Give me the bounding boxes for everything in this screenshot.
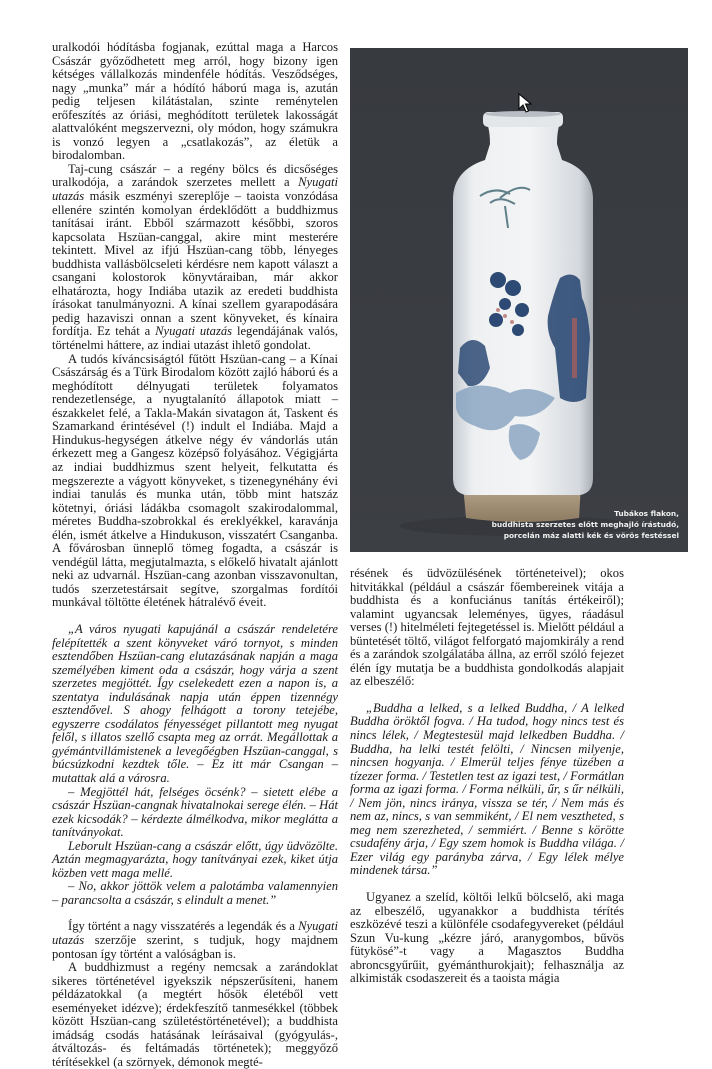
italic-text: „A város nyugati kapujánál a császár rendeletére felépítették a szent könyveket váró tornyot, s minden esztendőben Hszüan-cang elutazásának napján a maga személyében kiment oda a császár, hogy várja a szent szerzetes megjöttét. Így cselekedett ezen a napon is, a szentatya indulásának napja után éppen tizennégy esztendővel. S ahogy felhágott a torony tetejébe, egyszerre csodálatos fényességet pillantott meg nyugat felől, s illatos szellő csapta meg az orrát. Megállottak a gyémántvillámistenek a levegőégben Hszüan-canggal, s búcsúzkodni kezdtek tőle. – Ez itt már Csangan – mutattak alá a városra. [52,622,338,785]
body-paragraph [52,41,338,163]
italic-text: „Buddha a lelked, s a lelked Buddha, / A lelked Buddha öröktől fogva. / Ha tudod, hogy nincs test és nincs lélek, / Megtestesül majd lelkedben Buddha. / Buddha, ha lelki testét felölti, / Nincsen milyenje, nincsen hogyanja. / Elmerül teljes fénye tüzében a tízezer forma. / Testetlen test az igazi test, / Formátlan forma az igazi forma. / Forma nélküli, űr, s űr nélküli, / Nem jön, nincs iránya, vissza se tér, / Nem más és nem az, nincs, s van semmiként, / El nem vesztheted, s meg nem szerezheted, / semmiért. / Benne s körötte csudafény árja, / Egy szem homok is Buddha világa. / Ezer világ egy parányba zárva, / Egy lélek mélye mindenek társa.” [350,701,624,878]
italic-text: Nyugati utazás [52,919,338,947]
text-run: A buddhizmust a regény nemcsak a zarándoklat sikeres történetével igyekszik népszerűsíteni, hanem példázatokkal (a megtért hősök életéből vett eseményeket idézve); érdekfeszítő tanmesékkel (többek között Hszüan-cang születéstörténetével); a buddhista imádság csodás hatásának leírásaival (gyógyulás-, átváltozás- és feltámadás történetek); meggyőző térítésekkel (a szörnyek, démonok megté- [52,960,338,1069]
text-run: szerzője szerint, s tudjuk, hogy majdnem pontosan így történt a valóságban is. [52,933,338,961]
body-paragraph [350,567,624,689]
body-paragraph [52,163,338,353]
body-paragraph [52,961,338,1069]
text-run: résének és üdvözülésének történeteivel); okos hitvitákkal (például a császár főembereinek vitája a buddhista és a konfuciánus tanítás értékeiről); valamint ugyancsak leleményes, ügyes, ráadásul verses (!) hitelméleti fejtegetéssel is. Mielőtt például a büntetését töltő, világot felforgató majomkirály a rend és a zarándok szolgálatába állna, az erről szóló fejezet élén így mutatja be a buddhista gondolkodás alapjait az elbeszélő: [350,566,624,688]
quote-paragraph [52,880,338,907]
figure-caption [492,508,679,541]
italic-text: Nyugati utazás [52,175,338,203]
text-run: Taj-cung császár – a regény bölcs és dicsőséges uralkodója, a zarándok szerzetes mellett a [52,162,338,190]
text-run: másik eszményi szereplője – taoista vonzódása ellenére szintén komolyan érdeklődött a buddhizmus tanításai iránt. Ebből származott későbbi, szoros kapcsolata Hszüan-canggal, akire mint mesterére tekintett. Mivel az ifjú Hszüan-cang több, lényeges buddhista vallásbölcseleti kérdésre nem kapott választ a csangani kolostorok könyvtáraiban, már akkor elhatározta, hogy Indiába utazik az eredeti buddhista írásokat tanulmányozni. A kínai szellem gyarapodására pedig hazaviszi onnan a szent könyveket, és kínaira fordítja. Ez tehát a [52,189,338,338]
figure-photo [350,48,688,552]
mouse-pointer-icon [518,93,532,113]
quote-paragraph [350,702,624,878]
italic-text: Leborult Hszüan-cang a császár előtt, úgy üdvözölte. Aztán megmagyarázta, hogy tanítványai ezek, kiket útja közben vett maga mellé. [52,839,338,880]
italic-text: Nyugati utazás [155,324,232,338]
quote-paragraph [52,623,338,786]
body-paragraph [350,891,624,986]
body-paragraph [52,920,338,961]
italic-text: – No, akkor jöttök velem a palotámba valamennyien – parancsolta a császár, s elindult a menet.” [52,879,338,907]
quote-paragraph [52,786,338,840]
italic-text: – Megjöttél hát, felséges öcsénk? – sietett elébe a császár Hszüan-cangnak hivatalnokai serege élén. – Hát ezek kicsodák? – kérdezte álmélkodva, mikor meglátta a tanítványokat. [52,785,338,840]
caption-line: porcelán máz alatti kék és vörös festéssel [492,530,679,541]
text-run: uralkodói hódításba fogjanak, ezúttal maga a Harcos Császár győződhetett meg arról, hogy bizony igen kétséges vállalkozás mindenféle hódítás. Vesződséges, nagy „munka” már a hódító háború maga is, azután pedig teljesen kilátástalan, szinte reménytelen erőfeszítés az óriási, meghódított területek lakosságát alattvalóként megszervezni, oly módon, hogy számukra is vonzó legyen a „csatlakozás”, az életük a birodalomban. [52,40,338,162]
caption-line: buddhista szerzetes előtt meghajló írástudó, [492,519,679,530]
quote-paragraph [52,840,338,881]
snuff-bottle-image [350,48,688,552]
caption-line: Tubákos flakon, [492,508,679,519]
text-run: legendájának valós, történelmi háttere, az indiai utazást ihlető gondolat. [52,324,338,352]
text-run: A tudós kíváncsiságtól fűtött Hszüan-cang – a Kínai Császárság és a Türk Birodalom között zajló háború és a meghódított délnyugati területek folyamatos rendezetlensége, a nyugtalanító állapotok miatt – északkelet felé, a Takla-Makán sivatagon át, Taskent és Szamarkand érintésével (!) indult el Indiába. Majd a Hindukus-hegységen átkelve négy év vándorlás után érkezett meg a Gangesz középső folyásához. Végigjárta az indiai buddhizmus szent helyeit, felkutatta és megszerezte a vágyott könyveket, s tizenegynéhány évi indiai tanulás és munka után, több mint hatszáz kötetnyi, óriási ládákba csomagolt szakirodalommal, méretes Buddha-szobrokkal és ereklyékkel, karavánja élén, ismét átkelve a Hindukuson, visszatért Csanganba. A fővárosban ünneplő tömeg fogadta, a császár is vendégül látta, megjutalmazta, s előkelő hivatalt ajánlott neki az udvarnál. Hszüan-cang azonban visszavonultan, tudós szerzetestársait segítve, szorgalmas fordítói munkával töltötte életének hátralévő éveit. [52,352,338,610]
text-run: Ugyanez a szelíd, költői lelkű bölcselő, aki maga az elbeszélő, ugyanakkor a buddhista térítés eszközévé teszi a különféle csodafegyvereket (például Szun Vu-kung „kézre járó, aranygombos, bűvös fütykösé”-t vagy a Magasztos Buddha abroncsgyűrűit, gyémánthurokjait); felhasználja az alkimisták csodaszereit és a taoista mágia [350,890,624,985]
text-run: Így történt a nagy visszatérés a legendák és a [68,919,298,933]
left-text-column [52,41,338,1069]
body-paragraph [52,353,338,610]
right-text-column [350,567,624,986]
